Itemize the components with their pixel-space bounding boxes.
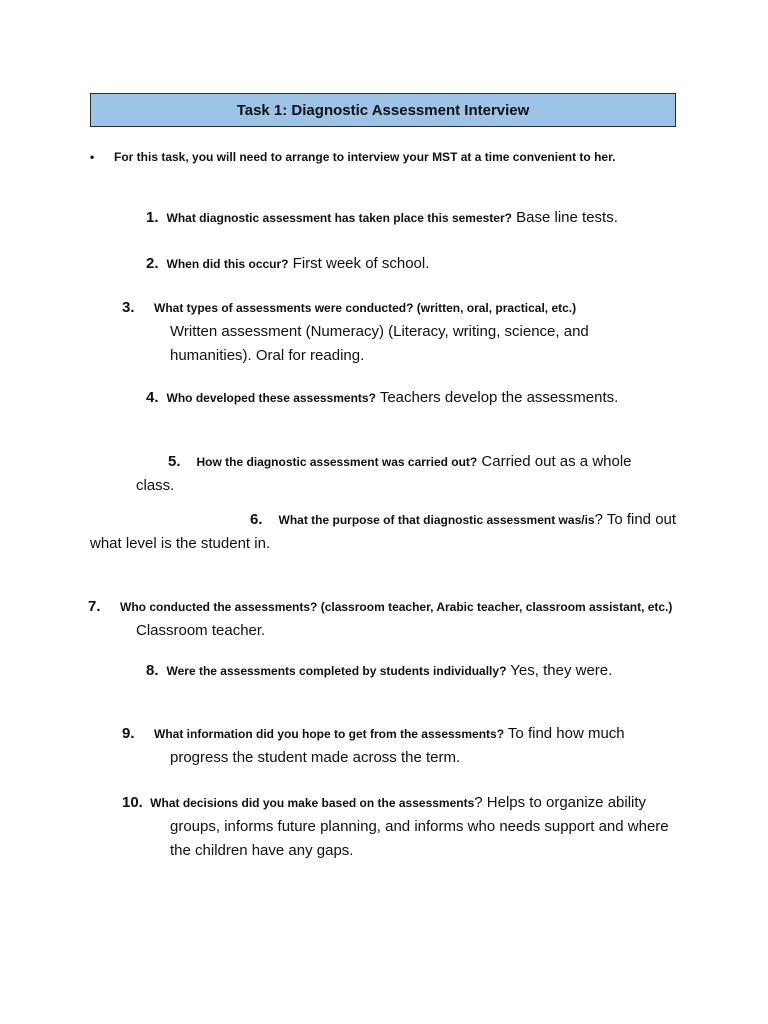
question-text: What information did you hope to get from the assessments? (154, 727, 505, 741)
question-text: Who conducted the assessments? (classroom teacher, Arabic teacher, classroom assistant, etc.) (120, 600, 673, 614)
bullet-icon: • (90, 150, 95, 164)
answer-text: First week of school. (288, 255, 430, 272)
question-text: What types of assessments were conducted? (written, oral, practical, etc.) (154, 301, 577, 315)
question-number: 1. (146, 209, 159, 226)
question-text: Were the assessments completed by students individually? (166, 664, 507, 678)
answer-text: ? To find out what level is the student in. (90, 511, 677, 552)
question-text: How the diagnostic assessment was carried out? (196, 455, 478, 469)
question-item-5 (136, 450, 656, 498)
question-number: 6. (250, 511, 263, 528)
question-number: 2. (146, 255, 159, 272)
answer-text: Teachers develop the assessments. (375, 389, 619, 406)
question-text: What the purpose of that diagnostic assessment was/is (278, 513, 595, 527)
intro-bullet-item (90, 150, 615, 164)
answer-text: Yes, they were. (506, 662, 613, 679)
question-item-4 (146, 386, 706, 410)
answer-text: To find how much progress the student made across the term. (170, 725, 625, 766)
question-number: 4. (146, 389, 159, 406)
question-item-1 (146, 206, 706, 230)
intro-text: For this task, you will need to arrange to interview your MST at a time convenient to her. (114, 150, 616, 164)
question-text: What diagnostic assessment has taken place this semester? (166, 211, 512, 225)
question-item-3: 3. What types of assessments were conducted? (written, oral, practical, etc.) Written assessment (Numeracy) (Literacy, writing, science, and humanities). Oral for reading. (122, 299, 589, 364)
question-item-10: 10. What decisions did you make based on the assessments? Helps to organize ability groups, informs future planning, and informs who needs support and where the children have any gaps. (122, 794, 669, 859)
title-box (90, 93, 676, 127)
page-title: Task 1: Diagnostic Assessment Interview (236, 101, 530, 119)
question-text: When did this occur? (166, 257, 289, 271)
question-item-2 (146, 252, 706, 276)
answer-text: Written assessment (Numeracy) (Literacy, writing, science, and humanities). Oral for reading. (170, 323, 589, 364)
question-number: 8. (146, 662, 159, 679)
question-number: 5. (168, 453, 181, 470)
answer-text: Classroom teacher. (136, 622, 266, 639)
answer-text: Base line tests. (511, 209, 618, 226)
question-item-7: 7. Who conducted the assessments? (classroom teacher, Arabic teacher, classroom assistant, etc.) Classroom teacher. (88, 598, 673, 639)
question-item-8 (146, 659, 706, 683)
answer-text: Carried out as a whole class. (136, 453, 632, 494)
question-text: What decisions did you make based on the assessments (150, 796, 475, 810)
question-text: Who developed these assessments? (166, 391, 376, 405)
question-item-6 (90, 508, 690, 556)
question-item-9: 9. What information did you hope to get from the assessments? To find how much progress the student made across the term. (122, 725, 625, 766)
answer-text: ? Helps to organize ability groups, informs future planning, and informs who needs support and where the children have any gaps. (170, 794, 669, 859)
